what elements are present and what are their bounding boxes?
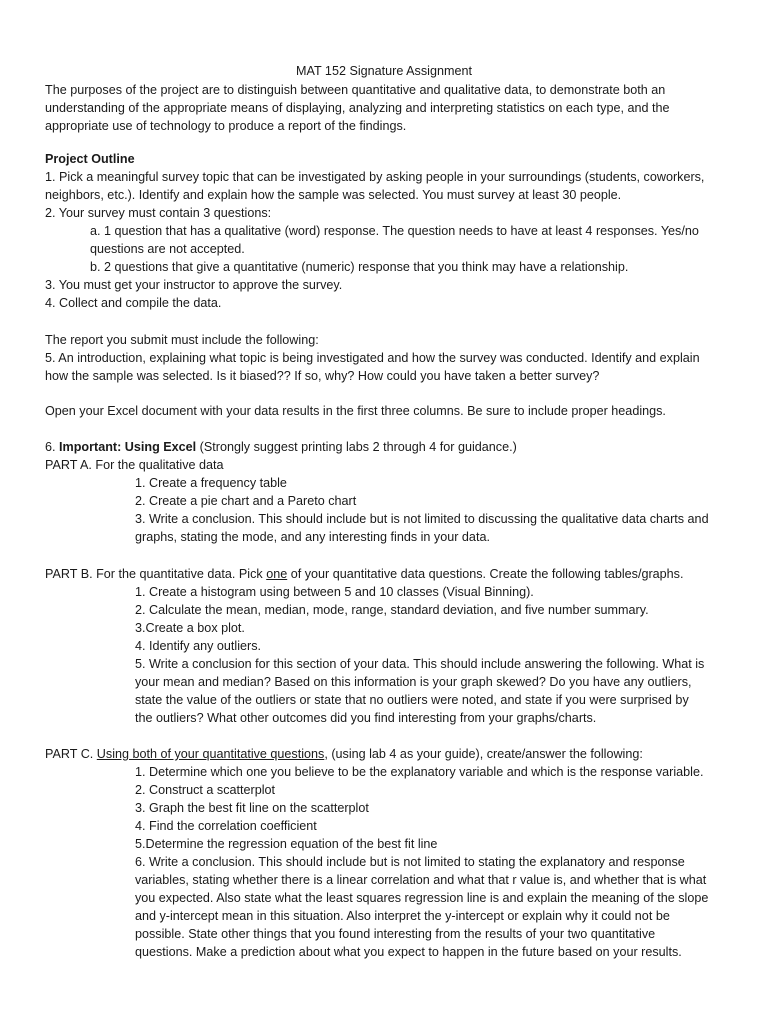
part-b-item-5-cont: state the value of the outliers or state that no outliers were noted, and state if you were surprised by	[135, 693, 689, 707]
outline-item-2: 2. Your survey must contain 3 questions:	[45, 206, 272, 220]
outline-item-2a: a. 1 question that has a qualitative (word) response. The question needs to have at least 4 responses. Yes/no	[90, 224, 699, 238]
intro-line: The purposes of the project are to distinguish between quantitative and qualitative data, to demonstrate both an	[45, 83, 666, 97]
intro-paragraph	[45, 81, 725, 135]
part-c-item-6-cont: possible. State other things that you found interesting from the results of your two quantitative	[135, 927, 656, 941]
part-a-heading: PART A. For the qualitative data	[45, 458, 224, 472]
intro-line: understanding of the appropriate means of displaying, analyzing and interpreting statistics on each type, and the	[45, 101, 670, 115]
outline-item-2b: b. 2 questions that give a quantitative (numeric) response that you think may have a relationship.	[90, 260, 629, 274]
report-requirements	[45, 331, 725, 385]
part-b-heading-pre: PART B. For the quantitative data. Pick	[45, 567, 267, 581]
part-a-item-1: 1. Create a frequency table	[135, 476, 287, 490]
outline-item-1: 1. Pick a meaningful survey topic that can be investigated by asking people in your surroundings (students, coworkers,	[45, 170, 705, 184]
part-c-item-3: 3. Graph the best fit line on the scatterplot	[135, 801, 369, 815]
part-c-item-4: 4. Find the correlation coefficient	[135, 819, 317, 833]
part-b-heading-post: of your quantitative data questions. Create the following tables/graphs.	[287, 567, 684, 581]
part-b-item-2: 2. Calculate the mean, median, mode, range, standard deviation, and five number summary.	[135, 603, 649, 617]
part-a-section	[45, 438, 725, 546]
part-c-heading-underlined: Using both of your quantitative questions	[96, 747, 325, 761]
document-title: MAT 152 Signature Assignment	[296, 64, 472, 78]
part-c-item-6: 6. Write a conclusion. This should include but is not limited to stating the explanatory and response	[135, 855, 685, 869]
item-6-rest: (Strongly suggest printing labs 2 through 4 for guidance.)	[196, 440, 517, 454]
project-outline	[45, 150, 725, 312]
part-b-heading-underlined: one	[266, 567, 288, 581]
part-b-item-5-cont: the outliers? What other outcomes did you find interesting from your graphs/charts.	[135, 711, 597, 725]
report-item-5-cont: how the sample was selected. Is it biased?? If so, why? How could you have taken a better survey?	[45, 369, 600, 383]
part-c-item-2: 2. Construct a scatterplot	[135, 783, 275, 797]
report-item-5: 5. An introduction, explaining what topic is being investigated and how the survey was conducted. Identify and explain	[45, 351, 700, 365]
part-a-item-3-cont: graphs, stating the mode, and any interesting finds in your data.	[135, 530, 490, 544]
outline-item-2a-cont: questions are not accepted.	[90, 242, 245, 256]
part-c-item-1: 1. Determine which one you believe to be the explanatory variable and which is the response variable.	[135, 765, 704, 779]
part-b-section	[45, 565, 725, 727]
part-b-item-5: 5. Write a conclusion for this section of your data. This should include answering the following. What is	[135, 657, 705, 671]
part-c-item-6-cont: variables, stating whether there is a linear correlation and what that r value is, and whether that is what	[135, 873, 707, 887]
part-c-heading-post: , (using lab 4 as your guide), create/answer the following:	[324, 747, 643, 761]
part-c-section	[45, 745, 725, 961]
part-c-item-6-cont: you expected. Also state what the least squares regression line is and explain the meaning of the slope	[135, 891, 709, 905]
project-outline-heading: Project Outline	[45, 152, 135, 166]
item-6-bold: Important: Using Excel	[59, 440, 197, 454]
part-c-heading	[45, 745, 725, 763]
excel-note	[45, 402, 725, 420]
intro-line: appropriate use of technology to produce a report of the findings.	[45, 119, 407, 133]
part-c-item-6-cont: and y-intercept mean in this situation. Also interpret the y-intercept or explain why it could not be	[135, 909, 670, 923]
item-6-line	[45, 438, 725, 456]
part-b-item-3: 3.Create a box plot.	[135, 621, 245, 635]
part-c-heading-pre: PART C.	[45, 747, 97, 761]
part-a-item-2: 2. Create a pie chart and a Pareto chart	[135, 494, 357, 508]
part-c-item-5: 5.Determine the regression equation of the best fit line	[135, 837, 438, 851]
excel-note-text: Open your Excel document with your data results in the first three columns. Be sure to include proper headings.	[45, 404, 666, 418]
report-lead: The report you submit must include the following:	[45, 333, 319, 347]
part-b-item-4: 4. Identify any outliers.	[135, 639, 262, 653]
outline-item-4: 4. Collect and compile the data.	[45, 296, 222, 310]
part-c-item-6-cont: questions. Make a prediction about what you expect to happen in the future based on your results.	[135, 945, 682, 959]
item-6-number: 6.	[45, 440, 60, 454]
outline-item-1-cont: neighbors, etc.). Identify and explain how the sample was selected. You must survey at least 30 people.	[45, 188, 622, 202]
outline-item-3: 3. You must get your instructor to approve the survey.	[45, 278, 343, 292]
part-b-heading	[45, 565, 725, 583]
part-b-item-1: 1. Create a histogram using between 5 and 10 classes (Visual Binning).	[135, 585, 534, 599]
part-b-item-5-cont: your mean and median? Based on this information is your graph skewed? Do you have any outliers,	[135, 675, 692, 689]
part-a-item-3: 3. Write a conclusion. This should include but is not limited to discussing the qualitative data charts and	[135, 512, 709, 526]
